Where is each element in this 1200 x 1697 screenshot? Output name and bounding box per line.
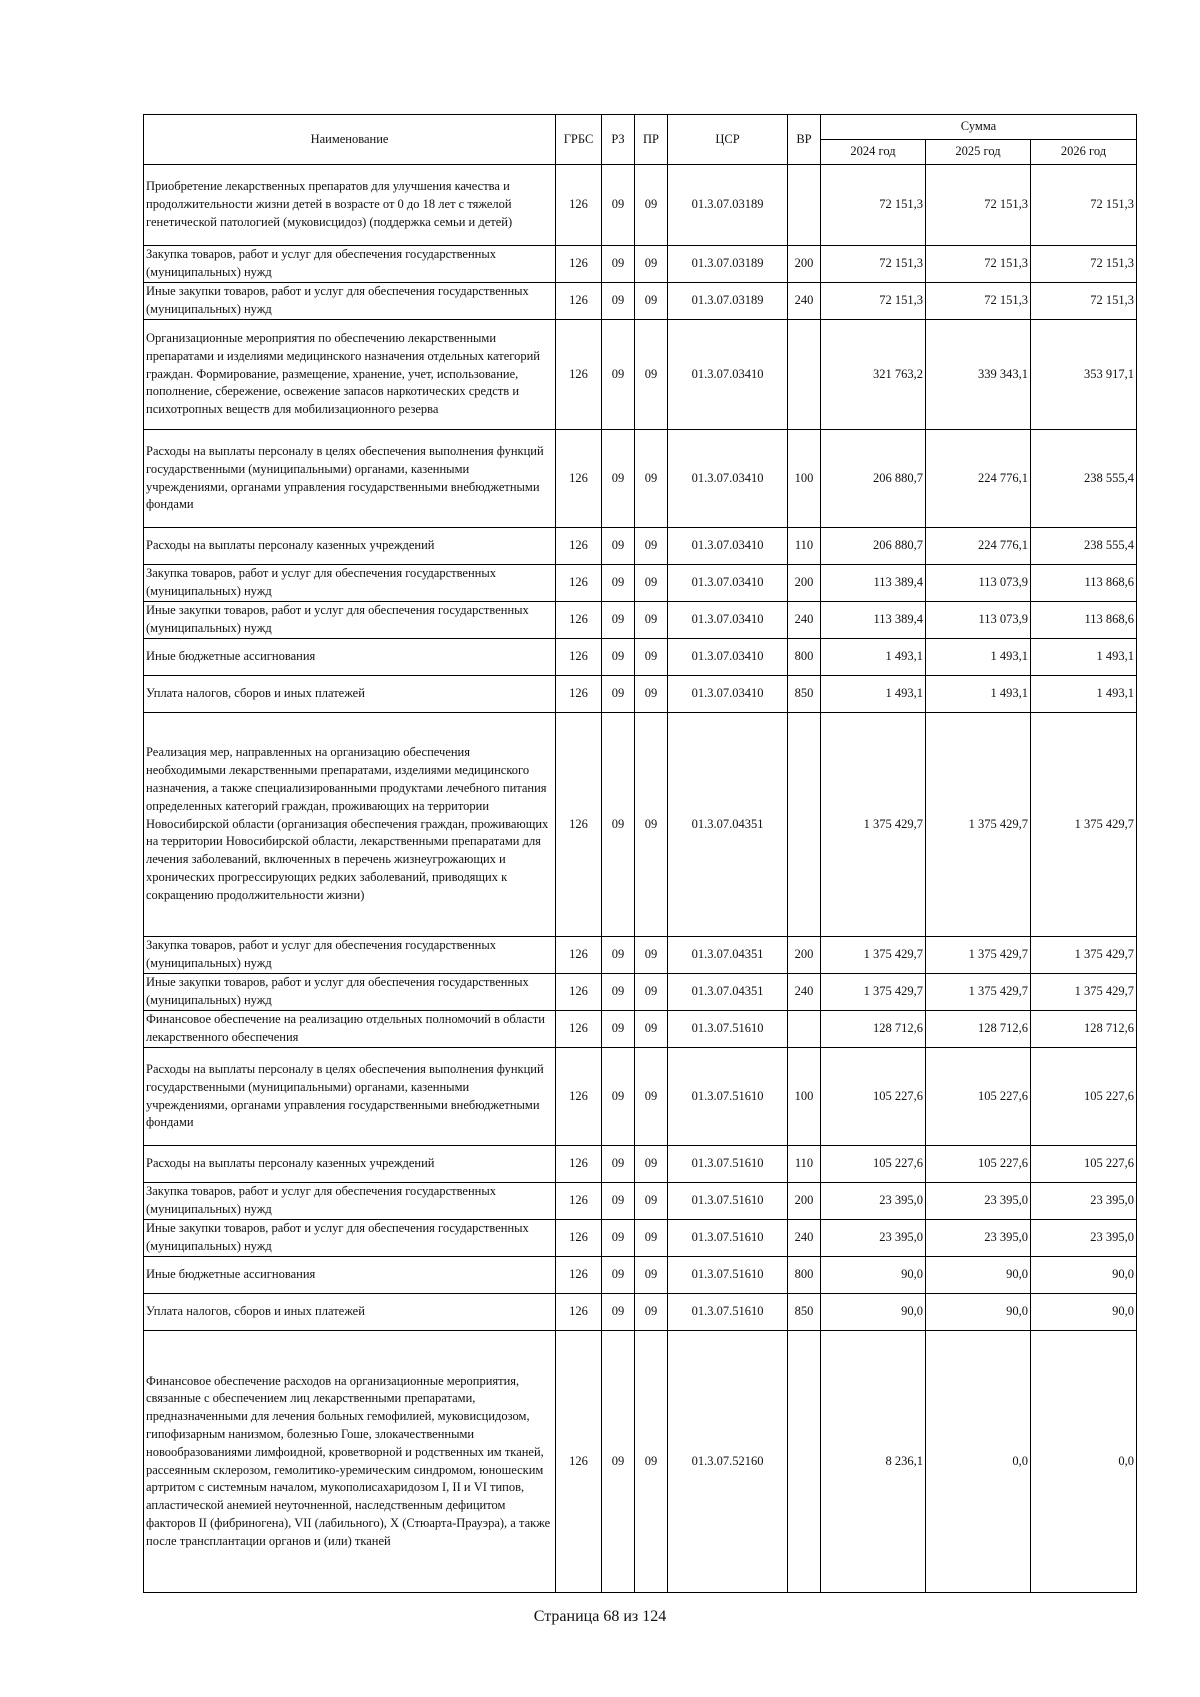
cell-name: Закупка товаров, работ и услуг для обеспечения государственных (муниципальных) нужд bbox=[144, 246, 556, 283]
cell-amount-2026: 23 395,0 bbox=[1031, 1183, 1137, 1220]
cell-amount-2025: 339 343,1 bbox=[926, 320, 1031, 430]
cell-name: Расходы на выплаты персоналу казенных учреждений bbox=[144, 528, 556, 565]
cell-vr bbox=[788, 320, 821, 430]
cell-amount-2025: 90,0 bbox=[926, 1294, 1031, 1331]
cell-csr: 01.3.07.51610 bbox=[668, 1011, 788, 1048]
cell-rz: 09 bbox=[602, 165, 635, 246]
cell-grbs: 126 bbox=[556, 565, 602, 602]
table-row bbox=[144, 639, 1137, 676]
table-row bbox=[144, 1220, 1137, 1257]
cell-amount-2026: 238 555,4 bbox=[1031, 430, 1137, 528]
cell-grbs: 126 bbox=[556, 602, 602, 639]
cell-csr: 01.3.07.52160 bbox=[668, 1331, 788, 1593]
cell-amount-2025: 1 375 429,7 bbox=[926, 937, 1031, 974]
cell-grbs: 126 bbox=[556, 528, 602, 565]
header-year-2026: 2026 год bbox=[1031, 140, 1137, 165]
cell-grbs: 126 bbox=[556, 676, 602, 713]
cell-grbs: 126 bbox=[556, 937, 602, 974]
cell-rz: 09 bbox=[602, 974, 635, 1011]
cell-vr: 200 bbox=[788, 565, 821, 602]
cell-rz: 09 bbox=[602, 639, 635, 676]
cell-rz: 09 bbox=[602, 1220, 635, 1257]
cell-vr: 110 bbox=[788, 528, 821, 565]
cell-pr: 09 bbox=[635, 320, 668, 430]
cell-name: Иные закупки товаров, работ и услуг для обеспечения государственных (муниципальных) нужд bbox=[144, 974, 556, 1011]
cell-rz: 09 bbox=[602, 283, 635, 320]
cell-name: Закупка товаров, работ и услуг для обеспечения государственных (муниципальных) нужд bbox=[144, 937, 556, 974]
cell-amount-2025: 1 493,1 bbox=[926, 639, 1031, 676]
cell-name: Организационные мероприятия по обеспечению лекарственными препаратами и изделиями медицинского назначения отдельных категорий граждан. Формирование, размещение, хранение, учет, использование, пополнение, сбережение, освежение запасов наркотических средств и психотропных веществ для мобилизационного резерва bbox=[144, 320, 556, 430]
cell-rz: 09 bbox=[602, 1048, 635, 1146]
cell-grbs: 126 bbox=[556, 430, 602, 528]
cell-amount-2026: 90,0 bbox=[1031, 1257, 1137, 1294]
table-row bbox=[144, 713, 1137, 937]
cell-amount-2026: 90,0 bbox=[1031, 1294, 1137, 1331]
cell-csr: 01.3.07.51610 bbox=[668, 1048, 788, 1146]
cell-rz: 09 bbox=[602, 602, 635, 639]
cell-vr: 200 bbox=[788, 1183, 821, 1220]
cell-amount-2024: 90,0 bbox=[821, 1257, 926, 1294]
cell-name: Расходы на выплаты персоналу в целях обеспечения выполнения функций государственными (муниципальными) органами, казенными учреждениями, органами управления государственными внебюджетными фондами bbox=[144, 430, 556, 528]
cell-rz: 09 bbox=[602, 937, 635, 974]
table-row bbox=[144, 974, 1137, 1011]
cell-vr bbox=[788, 713, 821, 937]
cell-amount-2024: 128 712,6 bbox=[821, 1011, 926, 1048]
cell-name: Расходы на выплаты персоналу в целях обеспечения выполнения функций государственными (муниципальными) органами, казенными учреждениями, органами управления государственными внебюджетными фондами bbox=[144, 1048, 556, 1146]
cell-rz: 09 bbox=[602, 676, 635, 713]
cell-amount-2024: 23 395,0 bbox=[821, 1220, 926, 1257]
cell-pr: 09 bbox=[635, 1257, 668, 1294]
cell-amount-2026: 0,0 bbox=[1031, 1331, 1137, 1593]
header-rz: РЗ bbox=[602, 115, 635, 165]
cell-grbs: 126 bbox=[556, 246, 602, 283]
cell-vr: 240 bbox=[788, 602, 821, 639]
cell-amount-2024: 1 375 429,7 bbox=[821, 974, 926, 1011]
cell-amount-2024: 113 389,4 bbox=[821, 565, 926, 602]
cell-vr: 800 bbox=[788, 639, 821, 676]
cell-amount-2025: 0,0 bbox=[926, 1331, 1031, 1593]
cell-name: Иные закупки товаров, работ и услуг для обеспечения государственных (муниципальных) нужд bbox=[144, 602, 556, 639]
cell-csr: 01.3.07.03410 bbox=[668, 320, 788, 430]
cell-amount-2026: 1 375 429,7 bbox=[1031, 974, 1137, 1011]
cell-amount-2024: 105 227,6 bbox=[821, 1048, 926, 1146]
cell-name: Расходы на выплаты персоналу казенных учреждений bbox=[144, 1146, 556, 1183]
cell-csr: 01.3.07.03189 bbox=[668, 246, 788, 283]
cell-vr: 800 bbox=[788, 1257, 821, 1294]
cell-pr: 09 bbox=[635, 283, 668, 320]
cell-amount-2024: 72 151,3 bbox=[821, 165, 926, 246]
cell-pr: 09 bbox=[635, 1146, 668, 1183]
cell-name: Иные бюджетные ассигнования bbox=[144, 1257, 556, 1294]
cell-csr: 01.3.07.03189 bbox=[668, 165, 788, 246]
cell-grbs: 126 bbox=[556, 1220, 602, 1257]
cell-csr: 01.3.07.03410 bbox=[668, 430, 788, 528]
cell-pr: 09 bbox=[635, 1294, 668, 1331]
cell-amount-2026: 1 375 429,7 bbox=[1031, 937, 1137, 974]
cell-rz: 09 bbox=[602, 246, 635, 283]
cell-amount-2026: 238 555,4 bbox=[1031, 528, 1137, 565]
cell-amount-2026: 72 151,3 bbox=[1031, 165, 1137, 246]
cell-grbs: 126 bbox=[556, 1146, 602, 1183]
cell-amount-2025: 1 493,1 bbox=[926, 676, 1031, 713]
cell-name: Иные закупки товаров, работ и услуг для обеспечения государственных (муниципальных) нужд bbox=[144, 283, 556, 320]
cell-amount-2025: 1 375 429,7 bbox=[926, 713, 1031, 937]
cell-pr: 09 bbox=[635, 1220, 668, 1257]
cell-rz: 09 bbox=[602, 1146, 635, 1183]
cell-csr: 01.3.07.04351 bbox=[668, 937, 788, 974]
cell-amount-2026: 113 868,6 bbox=[1031, 602, 1137, 639]
cell-vr: 850 bbox=[788, 676, 821, 713]
cell-rz: 09 bbox=[602, 1183, 635, 1220]
cell-vr: 240 bbox=[788, 1220, 821, 1257]
cell-csr: 01.3.07.51610 bbox=[668, 1146, 788, 1183]
cell-amount-2026: 1 493,1 bbox=[1031, 676, 1137, 713]
header-year-2024: 2024 год bbox=[821, 140, 926, 165]
table-row bbox=[144, 246, 1137, 283]
cell-csr: 01.3.07.51610 bbox=[668, 1183, 788, 1220]
cell-amount-2025: 90,0 bbox=[926, 1257, 1031, 1294]
cell-pr: 09 bbox=[635, 528, 668, 565]
header-year-2025: 2025 год bbox=[926, 140, 1031, 165]
cell-pr: 09 bbox=[635, 246, 668, 283]
cell-amount-2025: 105 227,6 bbox=[926, 1146, 1031, 1183]
table-body bbox=[144, 165, 1137, 1593]
cell-name: Закупка товаров, работ и услуг для обеспечения государственных (муниципальных) нужд bbox=[144, 1183, 556, 1220]
cell-amount-2025: 72 151,3 bbox=[926, 246, 1031, 283]
cell-vr bbox=[788, 165, 821, 246]
table-row bbox=[144, 1146, 1137, 1183]
cell-amount-2026: 23 395,0 bbox=[1031, 1220, 1137, 1257]
cell-amount-2024: 206 880,7 bbox=[821, 528, 926, 565]
cell-amount-2025: 72 151,3 bbox=[926, 165, 1031, 246]
cell-csr: 01.3.07.51610 bbox=[668, 1220, 788, 1257]
cell-amount-2025: 113 073,9 bbox=[926, 565, 1031, 602]
table-row bbox=[144, 1331, 1137, 1593]
cell-amount-2026: 113 868,6 bbox=[1031, 565, 1137, 602]
table-row bbox=[144, 1294, 1137, 1331]
table-row bbox=[144, 430, 1137, 528]
cell-vr: 240 bbox=[788, 283, 821, 320]
cell-amount-2024: 8 236,1 bbox=[821, 1331, 926, 1593]
cell-rz: 09 bbox=[602, 1331, 635, 1593]
cell-rz: 09 bbox=[602, 713, 635, 937]
table-row bbox=[144, 1048, 1137, 1146]
table-row bbox=[144, 1257, 1137, 1294]
cell-amount-2024: 1 493,1 bbox=[821, 639, 926, 676]
cell-grbs: 126 bbox=[556, 1257, 602, 1294]
cell-amount-2024: 1 375 429,7 bbox=[821, 937, 926, 974]
table-row bbox=[144, 676, 1137, 713]
cell-amount-2024: 72 151,3 bbox=[821, 246, 926, 283]
cell-vr bbox=[788, 1011, 821, 1048]
cell-amount-2025: 128 712,6 bbox=[926, 1011, 1031, 1048]
cell-grbs: 126 bbox=[556, 713, 602, 937]
table-row bbox=[144, 1183, 1137, 1220]
cell-amount-2026: 105 227,6 bbox=[1031, 1146, 1137, 1183]
cell-vr: 850 bbox=[788, 1294, 821, 1331]
cell-vr: 240 bbox=[788, 974, 821, 1011]
cell-amount-2025: 224 776,1 bbox=[926, 430, 1031, 528]
table-row bbox=[144, 165, 1137, 246]
cell-amount-2026: 353 917,1 bbox=[1031, 320, 1137, 430]
table-row bbox=[144, 320, 1137, 430]
cell-pr: 09 bbox=[635, 1011, 668, 1048]
cell-pr: 09 bbox=[635, 165, 668, 246]
page-number: Страница 68 из 124 bbox=[533, 1608, 667, 1625]
header-csr: ЦСР bbox=[668, 115, 788, 165]
cell-amount-2026: 105 227,6 bbox=[1031, 1048, 1137, 1146]
cell-amount-2024: 105 227,6 bbox=[821, 1146, 926, 1183]
cell-pr: 09 bbox=[635, 937, 668, 974]
cell-amount-2024: 206 880,7 bbox=[821, 430, 926, 528]
cell-amount-2025: 224 776,1 bbox=[926, 528, 1031, 565]
cell-pr: 09 bbox=[635, 713, 668, 937]
cell-csr: 01.3.07.03410 bbox=[668, 639, 788, 676]
cell-name: Закупка товаров, работ и услуг для обеспечения государственных (муниципальных) нужд bbox=[144, 565, 556, 602]
cell-vr: 200 bbox=[788, 246, 821, 283]
cell-grbs: 126 bbox=[556, 1048, 602, 1146]
cell-csr: 01.3.07.04351 bbox=[668, 974, 788, 1011]
cell-rz: 09 bbox=[602, 528, 635, 565]
cell-vr: 100 bbox=[788, 430, 821, 528]
cell-grbs: 126 bbox=[556, 974, 602, 1011]
cell-name: Уплата налогов, сборов и иных платежей bbox=[144, 1294, 556, 1331]
cell-vr bbox=[788, 1331, 821, 1593]
cell-amount-2025: 72 151,3 bbox=[926, 283, 1031, 320]
cell-grbs: 126 bbox=[556, 1294, 602, 1331]
table-row bbox=[144, 937, 1137, 974]
cell-pr: 09 bbox=[635, 1183, 668, 1220]
table-row bbox=[144, 283, 1137, 320]
cell-csr: 01.3.07.03410 bbox=[668, 676, 788, 713]
cell-amount-2025: 113 073,9 bbox=[926, 602, 1031, 639]
cell-amount-2026: 72 151,3 bbox=[1031, 283, 1137, 320]
cell-vr: 100 bbox=[788, 1048, 821, 1146]
cell-amount-2024: 72 151,3 bbox=[821, 283, 926, 320]
header-pr: ПР bbox=[635, 115, 668, 165]
cell-csr: 01.3.07.04351 bbox=[668, 713, 788, 937]
header-sum: Сумма bbox=[821, 115, 1137, 140]
table-row bbox=[144, 565, 1137, 602]
header-name: Наименование bbox=[144, 115, 556, 165]
cell-pr: 09 bbox=[635, 974, 668, 1011]
cell-amount-2024: 90,0 bbox=[821, 1294, 926, 1331]
cell-pr: 09 bbox=[635, 1331, 668, 1593]
cell-pr: 09 bbox=[635, 565, 668, 602]
cell-rz: 09 bbox=[602, 320, 635, 430]
cell-csr: 01.3.07.03410 bbox=[668, 528, 788, 565]
header-grbs: ГРБС bbox=[556, 115, 602, 165]
cell-vr: 200 bbox=[788, 937, 821, 974]
cell-pr: 09 bbox=[635, 602, 668, 639]
cell-csr: 01.3.07.03410 bbox=[668, 565, 788, 602]
table-row bbox=[144, 602, 1137, 639]
cell-amount-2026: 72 151,3 bbox=[1031, 246, 1137, 283]
cell-vr: 110 bbox=[788, 1146, 821, 1183]
cell-amount-2026: 1 493,1 bbox=[1031, 639, 1137, 676]
cell-rz: 09 bbox=[602, 565, 635, 602]
cell-name: Приобретение лекарственных препаратов для улучшения качества и продолжительности жизни детей в возрасте от 0 до 18 лет с тяжелой генетической патологией (муковисцидоз) (поддержка семьи и детей) bbox=[144, 165, 556, 246]
cell-csr: 01.3.07.03410 bbox=[668, 602, 788, 639]
cell-amount-2024: 23 395,0 bbox=[821, 1183, 926, 1220]
cell-amount-2024: 113 389,4 bbox=[821, 602, 926, 639]
cell-amount-2026: 1 375 429,7 bbox=[1031, 713, 1137, 937]
cell-rz: 09 bbox=[602, 1257, 635, 1294]
cell-amount-2024: 1 493,1 bbox=[821, 676, 926, 713]
cell-csr: 01.3.07.51610 bbox=[668, 1257, 788, 1294]
cell-grbs: 126 bbox=[556, 1011, 602, 1048]
cell-name: Финансовое обеспечение расходов на организационные мероприятия, связанные с обеспечением лиц лекарственными препаратами, предназначенными для лечения больных гемофилией, муковисцидозом, гипофизарным нанизмом, болезнью Гоше, злокачественными новообразованиями лимфоидной, кроветворной и родственных им тканей, рассеянным склерозом, гемолитико-уремическим синдромом, юношеским артритом с системным началом, мукополисахаридозом I, II и VI типов, апластической анемией неуточненной, наследственным дефицитом факторов II (фибриногена), VII (лабильного), X (Стюарта-Прауэра), а также после трансплантации органов и (или) тканей bbox=[144, 1331, 556, 1593]
cell-name: Иные бюджетные ассигнования bbox=[144, 639, 556, 676]
table-row bbox=[144, 1011, 1137, 1048]
cell-grbs: 126 bbox=[556, 1183, 602, 1220]
cell-csr: 01.3.07.03189 bbox=[668, 283, 788, 320]
cell-name: Уплата налогов, сборов и иных платежей bbox=[144, 676, 556, 713]
cell-amount-2025: 23 395,0 bbox=[926, 1220, 1031, 1257]
cell-amount-2024: 1 375 429,7 bbox=[821, 713, 926, 937]
cell-pr: 09 bbox=[635, 639, 668, 676]
cell-name: Финансовое обеспечение на реализацию отдельных полномочий в области лекарственного обеспечения bbox=[144, 1011, 556, 1048]
header-vr: ВР bbox=[788, 115, 821, 165]
cell-grbs: 126 bbox=[556, 283, 602, 320]
cell-grbs: 126 bbox=[556, 1331, 602, 1593]
cell-amount-2025: 105 227,6 bbox=[926, 1048, 1031, 1146]
cell-rz: 09 bbox=[602, 430, 635, 528]
budget-table bbox=[143, 114, 1137, 1593]
cell-amount-2025: 1 375 429,7 bbox=[926, 974, 1031, 1011]
cell-amount-2026: 128 712,6 bbox=[1031, 1011, 1137, 1048]
cell-pr: 09 bbox=[635, 1048, 668, 1146]
cell-amount-2024: 321 763,2 bbox=[821, 320, 926, 430]
table-header bbox=[144, 115, 1137, 165]
cell-pr: 09 bbox=[635, 676, 668, 713]
cell-grbs: 126 bbox=[556, 165, 602, 246]
cell-name: Реализация мер, направленных на организацию обеспечения необходимыми лекарственными препаратами, изделиями медицинского назначения, а также специализированными продуктами лечебного питания определенных категорий граждан, проживающих на территории Новосибирской области (организация обеспечения граждан, проживающих на территории Новосибирской области, лекарственными препаратами для лечения заболеваний, включенных в перечень жизнеугрожающих и хронических прогрессирующих редких заболеваний, приводящих к сокращению продолжительности жизни) bbox=[144, 713, 556, 937]
cell-csr: 01.3.07.51610 bbox=[668, 1294, 788, 1331]
cell-rz: 09 bbox=[602, 1294, 635, 1331]
cell-rz: 09 bbox=[602, 1011, 635, 1048]
cell-grbs: 126 bbox=[556, 320, 602, 430]
table-row bbox=[144, 528, 1137, 565]
cell-amount-2025: 23 395,0 bbox=[926, 1183, 1031, 1220]
cell-name: Иные закупки товаров, работ и услуг для обеспечения государственных (муниципальных) нужд bbox=[144, 1220, 556, 1257]
cell-grbs: 126 bbox=[556, 639, 602, 676]
cell-pr: 09 bbox=[635, 430, 668, 528]
